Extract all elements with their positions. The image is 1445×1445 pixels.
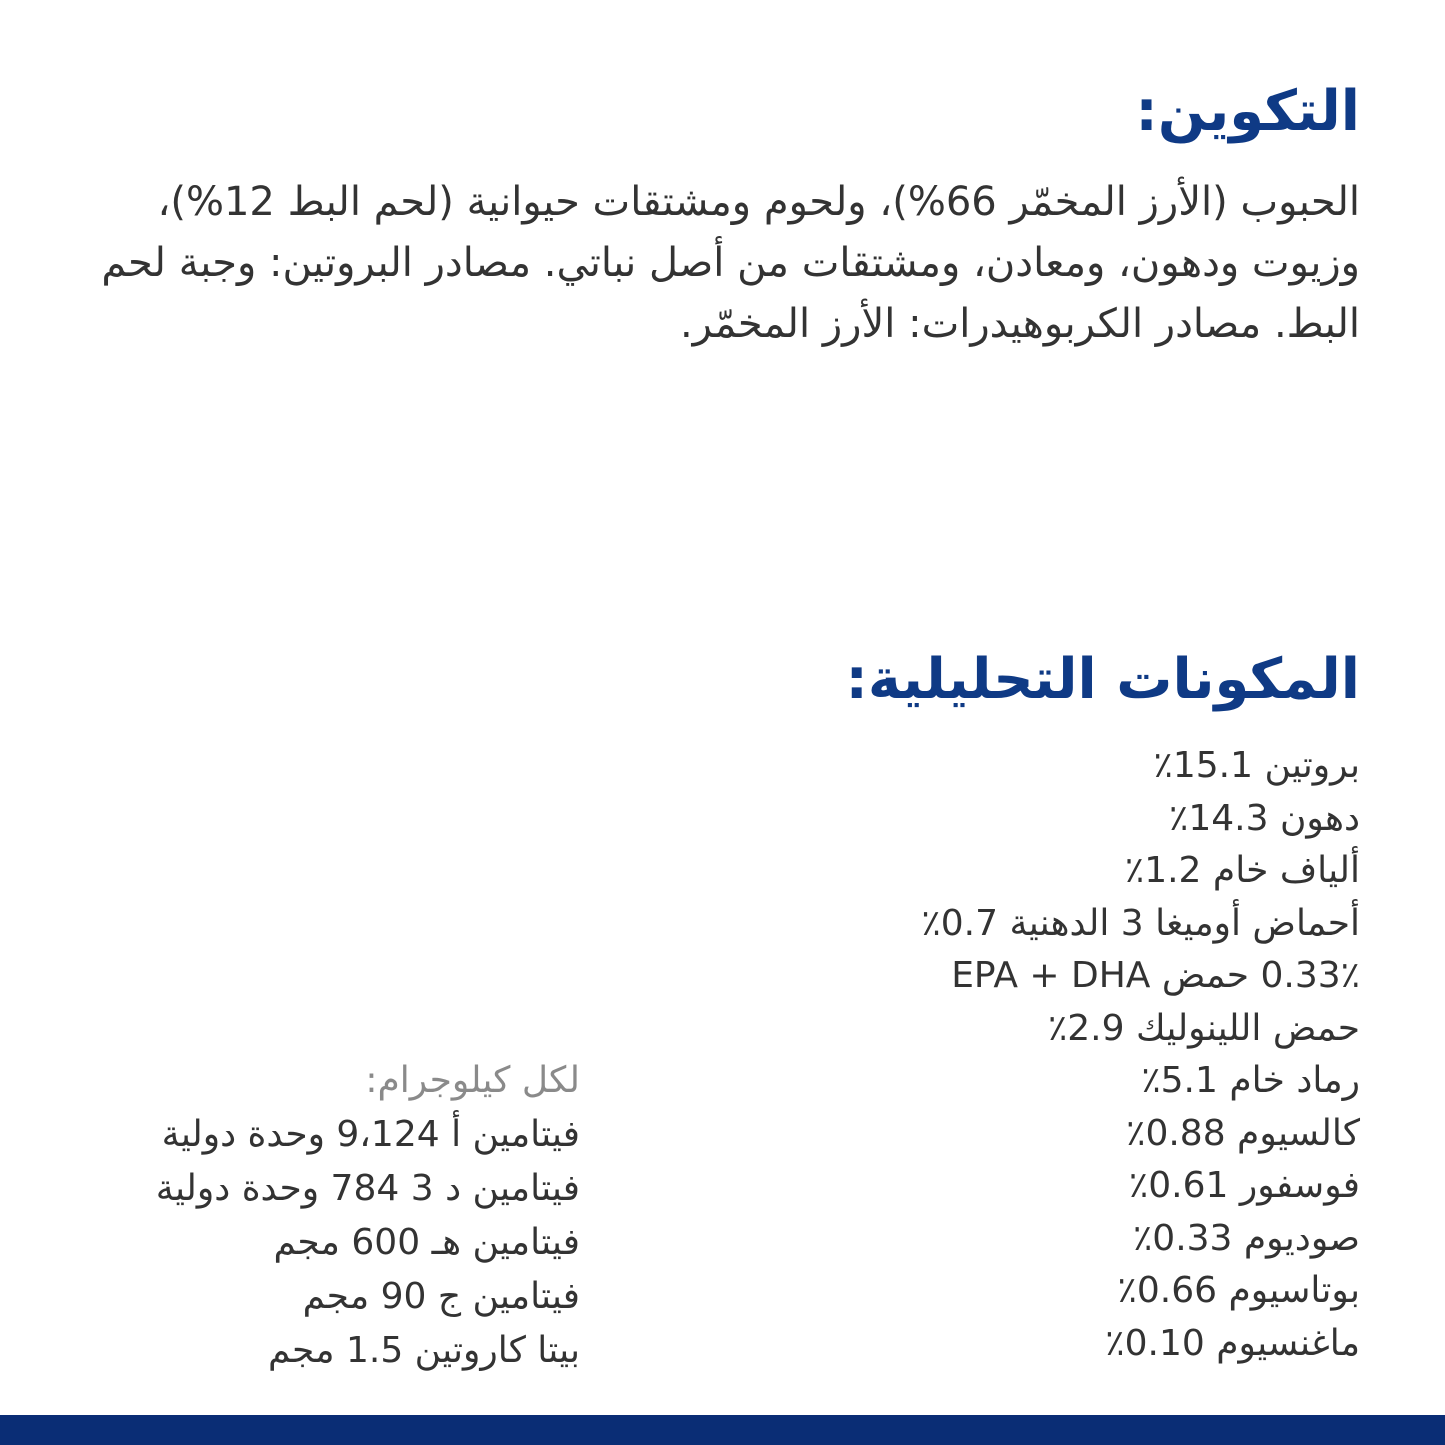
vitamin-item-d3: فيتامين د 3 784 وحدة دولية — [155, 1168, 580, 1209]
footer-bar — [0, 1415, 1445, 1445]
analytic-item-omega3: أحماض أوميغا 3 الدهنية 0.7٪ — [921, 902, 1360, 944]
composition-title: التكوين: — [1135, 79, 1360, 144]
analytic-item-magnesium: ماغنسيوم 0.10٪ — [1105, 1322, 1360, 1364]
per-kg-section — [40, 1054, 580, 1378]
analytic-constituents-title: المكونات التحليلية: — [845, 647, 1360, 712]
analytic-item-calcium: كالسيوم 0.88٪ — [1126, 1112, 1360, 1154]
analytic-constituents-list — [921, 740, 1360, 1370]
analytic-item-epa-dha: 0.33٪ حمض EPA + DHA — [951, 955, 1360, 996]
analytic-item-linoleic-acid: حمض اللينوليك 2.9٪ — [1047, 1007, 1360, 1049]
analytic-item-fat: دهون 14.3٪ — [1169, 797, 1360, 839]
analytic-item-protein: بروتين 15.1٪ — [1153, 745, 1360, 786]
composition-text: الحبوب (الأرز المخمّر 66%)، ولحوم ومشتقات حيوانية (لحم البط 12%)، وزيوت ودهون، ومعادن، ومشتقات من أصل نباتي. مصادر البروتين: وجبة لحم البط. مصادر الكربوهيدرات: الأرز المخمّر. — [101, 179, 1360, 347]
analytic-item-crude-ash: رماد خام 5.1٪ — [1141, 1060, 1360, 1101]
vitamin-item-a: فيتامين أ 9،124 وحدة دولية — [161, 1114, 580, 1155]
per-kg-label: لكل كيلوجرام: — [365, 1060, 580, 1101]
analytic-item-phosphorus: فوسفور 0.61٪ — [1128, 1165, 1360, 1206]
vitamin-item-e: فيتامين هـ 600 مجم — [273, 1222, 580, 1263]
analytic-item-potassium: بوتاسيوم 0.66٪ — [1117, 1270, 1360, 1311]
analytic-item-sodium: صوديوم 0.33٪ — [1132, 1217, 1360, 1259]
analytic-item-crude-fibre: ألياف خام 1.2٪ — [1124, 850, 1360, 891]
vitamin-item-c: فيتامين ج 90 مجم — [302, 1276, 580, 1317]
vitamin-list — [40, 1108, 580, 1378]
vitamin-item-beta-carotene: بيتا كاروتين 1.5 مجم — [268, 1330, 580, 1371]
